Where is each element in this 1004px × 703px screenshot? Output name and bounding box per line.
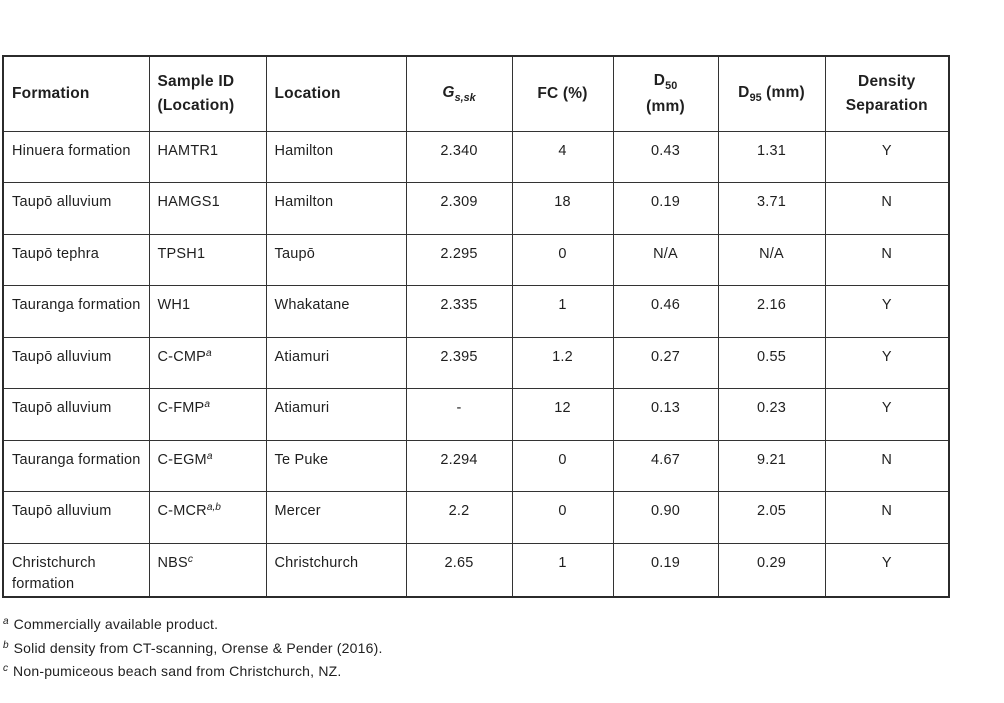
fc-cell: 1	[512, 286, 613, 338]
sample-id-cell: NBS$^c$	[149, 543, 266, 597]
header-density-line1: Density	[858, 72, 916, 90]
d95-cell: 0.23	[718, 389, 825, 441]
sample-id-superscript: a	[206, 347, 212, 359]
table-row	[3, 337, 949, 389]
d95-cell: 0.29	[718, 543, 825, 597]
gs-sk-cell: 2.295	[406, 234, 512, 286]
header-density-separation	[825, 56, 949, 131]
sample-id-cell: TPSH1	[149, 234, 266, 286]
fc-cell: 4	[512, 131, 613, 183]
d95-cell: N/A	[718, 234, 825, 286]
table-row	[3, 286, 949, 338]
density-separation-cell: N	[825, 440, 949, 492]
location-cell: Whakatane	[266, 286, 406, 338]
header-gs-sk	[406, 56, 512, 131]
d95-cell: 3.71	[718, 183, 825, 235]
location-cell: Te Puke	[266, 440, 406, 492]
formation-cell: Taupō alluvium	[3, 389, 149, 441]
soil-properties-table-wrap	[2, 55, 950, 598]
formation-cell: Taupō alluvium	[3, 492, 149, 544]
table-row	[3, 440, 949, 492]
d50-cell: N/A	[613, 234, 718, 286]
header-fc: FC (%)	[512, 56, 613, 131]
d50-cell: 0.43	[613, 131, 718, 183]
sample-id-cell: HAMTR1	[149, 131, 266, 183]
d50-symbol: D	[653, 71, 666, 89]
table-row	[3, 543, 949, 597]
gs-sk-cell: 2.2	[406, 492, 512, 544]
gs-sk-cell: 2.340	[406, 131, 512, 183]
footnote-b-text: Solid density from CT-scanning, Orense & Pender (2016).	[13, 639, 383, 656]
sample-id-cell: WH1	[149, 286, 266, 338]
gs-sk-cell: 2.335	[406, 286, 512, 338]
footnote-c	[3, 657, 383, 681]
d50-unit: (mm)	[646, 97, 685, 115]
location-cell: Hamilton	[266, 131, 406, 183]
footnote-b	[3, 634, 383, 658]
d95-cell: 2.16	[718, 286, 825, 338]
location-cell: Mercer	[266, 492, 406, 544]
header-density-line2: Separation	[845, 96, 928, 114]
density-separation-cell: Y	[825, 131, 949, 183]
formation-cell: Taupō tephra	[3, 234, 149, 286]
d95-cell: 2.05	[718, 492, 825, 544]
sample-id-superscript: a,b	[206, 502, 221, 513]
d95-subscript: 95	[749, 91, 762, 104]
sample-id-cell: C-FMP$^a$	[149, 389, 266, 441]
density-separation-cell: N	[825, 234, 949, 286]
d50-cell: 4.67	[613, 440, 718, 492]
gs-sk-cell: 2.294	[406, 440, 512, 492]
sample-id-cell: C-MCR$^{a,b}$	[149, 492, 266, 544]
fc-cell: 0	[512, 492, 613, 544]
fc-cell: 12	[512, 389, 613, 441]
table-row	[3, 234, 949, 286]
sample-id-cell: HAMGS1	[149, 183, 266, 235]
header-formation: Formation	[3, 56, 149, 131]
location-cell: Atiamuri	[266, 389, 406, 441]
header-sample-id-line2: (Location)	[157, 96, 235, 114]
footnote-c-marker: c	[3, 663, 9, 674]
footnote-b-marker: b	[3, 639, 9, 651]
table-row	[3, 131, 949, 183]
table-row	[3, 183, 949, 235]
d50-cell: 0.19	[613, 543, 718, 597]
header-d50	[613, 56, 718, 131]
gs-sk-cell: 2.65	[406, 543, 512, 597]
header-sample-id	[149, 56, 266, 131]
d95-cell: 1.31	[718, 131, 825, 183]
fc-cell: 18	[512, 183, 613, 235]
sample-id-cell: C-CMP$^a$	[149, 337, 266, 389]
location-cell: Hamilton	[266, 183, 406, 235]
footnotes	[3, 610, 383, 681]
fc-cell: 1.2	[512, 337, 613, 389]
formation-cell: Hinuera formation	[3, 131, 149, 183]
footnote-c-text: Non-pumiceous beach sand from Christchurch, NZ.	[13, 663, 342, 679]
density-separation-cell: N	[825, 183, 949, 235]
density-separation-cell: Y	[825, 337, 949, 389]
footnote-a	[3, 610, 383, 634]
gs-sk-cell: 2.395	[406, 337, 512, 389]
header-row	[3, 56, 949, 131]
header-location: Location	[266, 56, 406, 131]
fc-cell: 0	[512, 234, 613, 286]
gs-sk-cell: -	[406, 389, 512, 441]
density-separation-cell: N	[825, 492, 949, 544]
footnote-a-text: Commercially available product.	[13, 616, 219, 632]
fc-cell: 0	[512, 440, 613, 492]
soil-properties-table	[2, 55, 950, 598]
d50-cell: 0.46	[613, 286, 718, 338]
formation-cell: Taupō alluvium	[3, 337, 149, 389]
formation-cell: Tauranga formation	[3, 440, 149, 492]
d50-cell: 0.13	[613, 389, 718, 441]
d50-cell: 0.19	[613, 183, 718, 235]
formation-cell: Taupō alluvium	[3, 183, 149, 235]
d95-cell: 9.21	[718, 440, 825, 492]
gs-sk-cell: 2.309	[406, 183, 512, 235]
formation-cell: Christchurch formation	[3, 543, 149, 597]
d95-unit: (mm)	[761, 83, 805, 101]
d50-subscript: 50	[665, 79, 678, 92]
density-separation-cell: Y	[825, 389, 949, 441]
fc-cell: 1	[512, 543, 613, 597]
d50-cell: 0.27	[613, 337, 718, 389]
table-row	[3, 492, 949, 544]
header-d95	[718, 56, 825, 131]
sample-id-superscript: a	[204, 399, 211, 410]
d95-symbol: D	[738, 83, 750, 101]
gs-subscript: s,sk	[454, 91, 476, 104]
density-separation-cell: Y	[825, 286, 949, 338]
location-cell: Taupō	[266, 234, 406, 286]
location-cell: Christchurch	[266, 543, 406, 597]
location-cell: Atiamuri	[266, 337, 406, 389]
density-separation-cell: Y	[825, 543, 949, 597]
formation-cell: Tauranga formation	[3, 286, 149, 338]
sample-id-superscript: a	[206, 450, 213, 462]
sample-id-superscript: c	[187, 553, 193, 565]
sample-id-cell: C-EGM$^a$	[149, 440, 266, 492]
footnote-a-marker: a	[3, 616, 9, 627]
d50-cell: 0.90	[613, 492, 718, 544]
d95-cell: 0.55	[718, 337, 825, 389]
gs-symbol: G	[442, 83, 455, 101]
table-row	[3, 389, 949, 441]
header-sample-id-line1: Sample ID	[157, 72, 235, 90]
